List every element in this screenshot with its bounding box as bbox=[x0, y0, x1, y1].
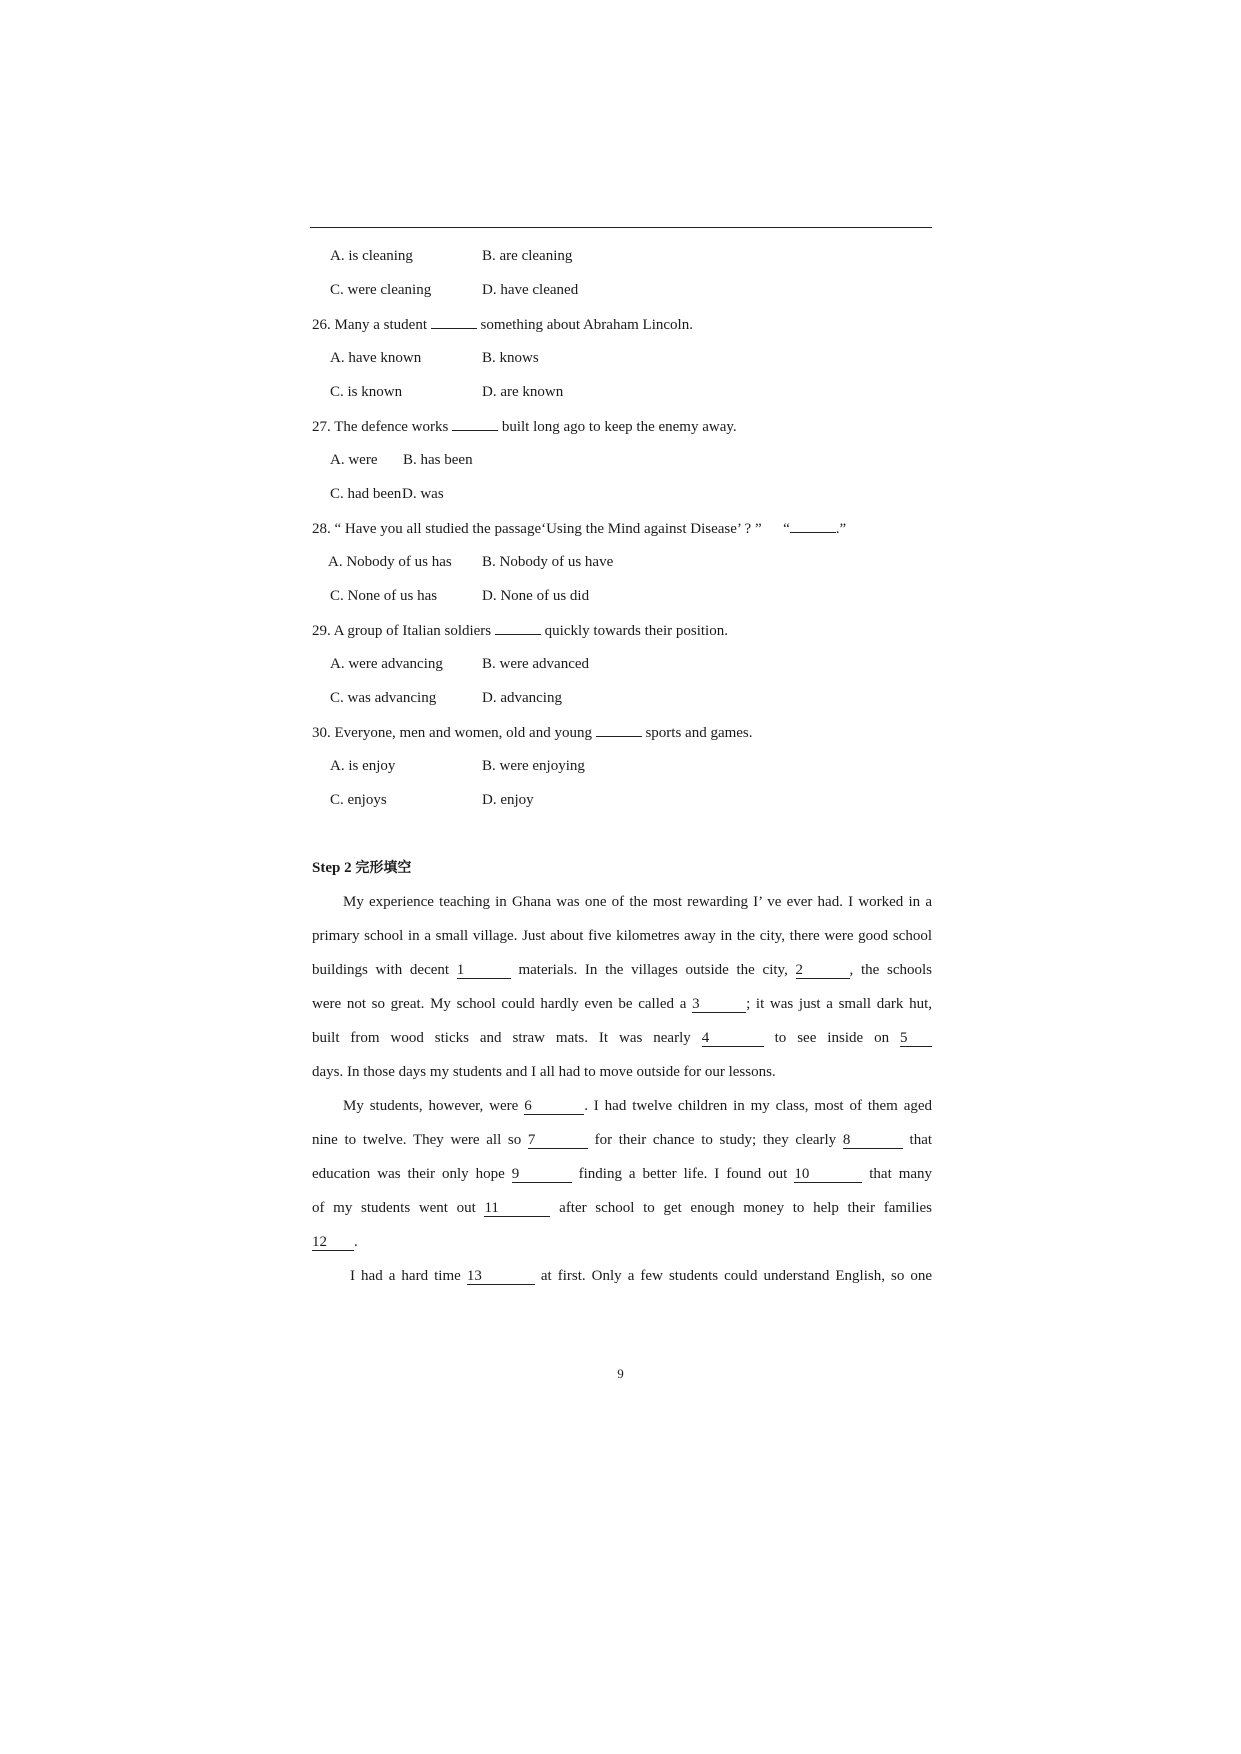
question-27-gap bbox=[452, 416, 498, 431]
header-rule bbox=[310, 227, 932, 228]
passage-text: at first. Only a few students could understand English, so one bbox=[540, 1268, 933, 1284]
passage-text: buildings with decent bbox=[312, 962, 450, 978]
q30-option-b: B. were enjoying bbox=[482, 758, 585, 774]
question-27-tail: built long ago to keep the enemy away. bbox=[501, 419, 737, 435]
passage-text: , the schools bbox=[849, 962, 932, 978]
passage-p1-line6: days. In those days my students and I all had to move outside for our lessons. bbox=[312, 1064, 776, 1080]
q25-option-d: D. have cleaned bbox=[482, 282, 579, 298]
section-heading bbox=[312, 858, 932, 878]
passage-p2-line2 bbox=[312, 1130, 932, 1150]
blank-9: 9 bbox=[512, 1166, 572, 1183]
blank-10: 10 bbox=[794, 1166, 862, 1183]
question-26-gap bbox=[431, 314, 477, 329]
passage-text: for their chance to study; they clearly bbox=[594, 1132, 837, 1148]
passage-text: to see inside on bbox=[774, 1030, 890, 1046]
q26-option-a: A. have known bbox=[330, 350, 422, 366]
page-number: 9 bbox=[617, 1366, 624, 1381]
question-28-stem: 28. “ Have you all studied the passage‘Using the Mind against Disease’ ? ” bbox=[312, 521, 762, 537]
section-title: 完形填空 bbox=[355, 860, 412, 876]
q28-option-a: A. Nobody of us has bbox=[328, 554, 452, 570]
passage-p1-line1: My experience teaching in Ghana was one of the most rewarding I’ ve ever had. I worked in a bbox=[343, 894, 932, 910]
q29-option-b: B. were advanced bbox=[482, 656, 590, 672]
question-29-gap bbox=[495, 620, 541, 635]
passage-text: finding a better life. I found out bbox=[578, 1166, 788, 1182]
q30-option-c: C. enjoys bbox=[330, 792, 387, 808]
passage-text: education was their only hope bbox=[312, 1166, 505, 1182]
question-30-gap bbox=[596, 722, 642, 737]
passage-p2-line3 bbox=[312, 1164, 932, 1184]
q26-option-c: C. is known bbox=[330, 384, 403, 400]
q28-option-d: D. None of us did bbox=[482, 588, 590, 604]
question-27 bbox=[312, 416, 932, 437]
question-30-tail: sports and games. bbox=[645, 725, 753, 741]
question-29 bbox=[312, 620, 932, 641]
passage-p1-line3 bbox=[312, 960, 932, 980]
blank-2: 2 bbox=[796, 962, 850, 979]
passage-text: . bbox=[354, 1234, 358, 1250]
q27-option-a: A. were bbox=[330, 452, 378, 468]
passage-text: after school to get enough money to help their families bbox=[559, 1200, 933, 1216]
question-26 bbox=[312, 314, 932, 335]
passage-text: ; it was just a small dark hut, bbox=[746, 996, 933, 1012]
q25-option-b: B. are cleaning bbox=[482, 248, 573, 264]
section-label: Step 2 bbox=[312, 860, 352, 876]
q26-option-b: B. knows bbox=[482, 350, 539, 366]
question-30 bbox=[312, 722, 932, 743]
passage-text: . I had twelve children in my class, most of them aged bbox=[584, 1098, 933, 1114]
q30-option-a: A. is enjoy bbox=[330, 758, 396, 774]
q29-option-a: A. were advancing bbox=[330, 656, 443, 672]
blank-13: 13 bbox=[467, 1268, 535, 1285]
passage-p1-line4 bbox=[312, 994, 932, 1014]
passage-p1-line2: primary school in a small village. Just about five kilometres away in the city, there were good school bbox=[312, 928, 932, 944]
passage-text: My students, however, were bbox=[343, 1098, 519, 1114]
question-28-open-quote: “ bbox=[783, 521, 790, 537]
blank-12: 12 bbox=[312, 1234, 354, 1251]
passage-text: of my students went out bbox=[312, 1200, 476, 1216]
q29-option-d: D. advancing bbox=[482, 690, 562, 706]
passage-text: that bbox=[909, 1132, 933, 1148]
passage-p2-line5 bbox=[312, 1232, 932, 1252]
question-28 bbox=[312, 518, 932, 539]
question-29-stem: 29. A group of Italian soldiers bbox=[312, 623, 492, 639]
blank-8: 8 bbox=[843, 1132, 903, 1149]
blank-6: 6 bbox=[524, 1098, 584, 1115]
blank-5: 5 bbox=[900, 1030, 932, 1047]
q26-option-d: D. are known bbox=[482, 384, 564, 400]
passage-p1-line5 bbox=[312, 1028, 932, 1048]
blank-7: 7 bbox=[528, 1132, 588, 1149]
q27-option-b: B. has been bbox=[403, 452, 473, 468]
blank-11: 11 bbox=[484, 1200, 550, 1217]
question-26-stem: 26. Many a student bbox=[312, 317, 427, 333]
blank-3: 3 bbox=[692, 996, 746, 1013]
question-28-gap bbox=[790, 518, 836, 533]
q25-option-c: C. were cleaning bbox=[330, 282, 432, 298]
q27-option-d: D. was bbox=[402, 486, 444, 502]
q28-option-b: B. Nobody of us have bbox=[482, 554, 614, 570]
blank-4: 4 bbox=[702, 1030, 764, 1047]
blank-1: 1 bbox=[457, 962, 511, 979]
passage-p2-line1 bbox=[343, 1096, 932, 1116]
passage-text: I had a hard time bbox=[350, 1268, 461, 1284]
q27-option-c: C. had been bbox=[330, 486, 402, 502]
question-30-stem: 30. Everyone, men and women, old and young bbox=[312, 725, 592, 741]
question-26-tail: something about Abraham Lincoln. bbox=[480, 317, 693, 333]
q25-option-a: A. is cleaning bbox=[330, 248, 413, 264]
passage-p2-line4 bbox=[312, 1198, 932, 1218]
question-28-close-quote: .” bbox=[835, 521, 847, 537]
passage-p3-line1 bbox=[350, 1266, 932, 1286]
passage-text: built from wood sticks and straw mats. It was nearly bbox=[312, 1030, 691, 1046]
q30-option-d: D. enjoy bbox=[482, 792, 534, 808]
q28-option-c: C. None of us has bbox=[330, 588, 438, 604]
q29-option-c: C. was advancing bbox=[330, 690, 437, 706]
question-29-tail: quickly towards their position. bbox=[544, 623, 728, 639]
passage-text: that many bbox=[869, 1166, 933, 1182]
passage-text: nine to twelve. They were all so bbox=[312, 1132, 522, 1148]
passage-text: were not so great. My school could hardly even be called a bbox=[312, 996, 687, 1012]
question-27-stem: 27. The defence works bbox=[312, 419, 449, 435]
passage-text: materials. In the villages outside the city, bbox=[518, 962, 788, 978]
